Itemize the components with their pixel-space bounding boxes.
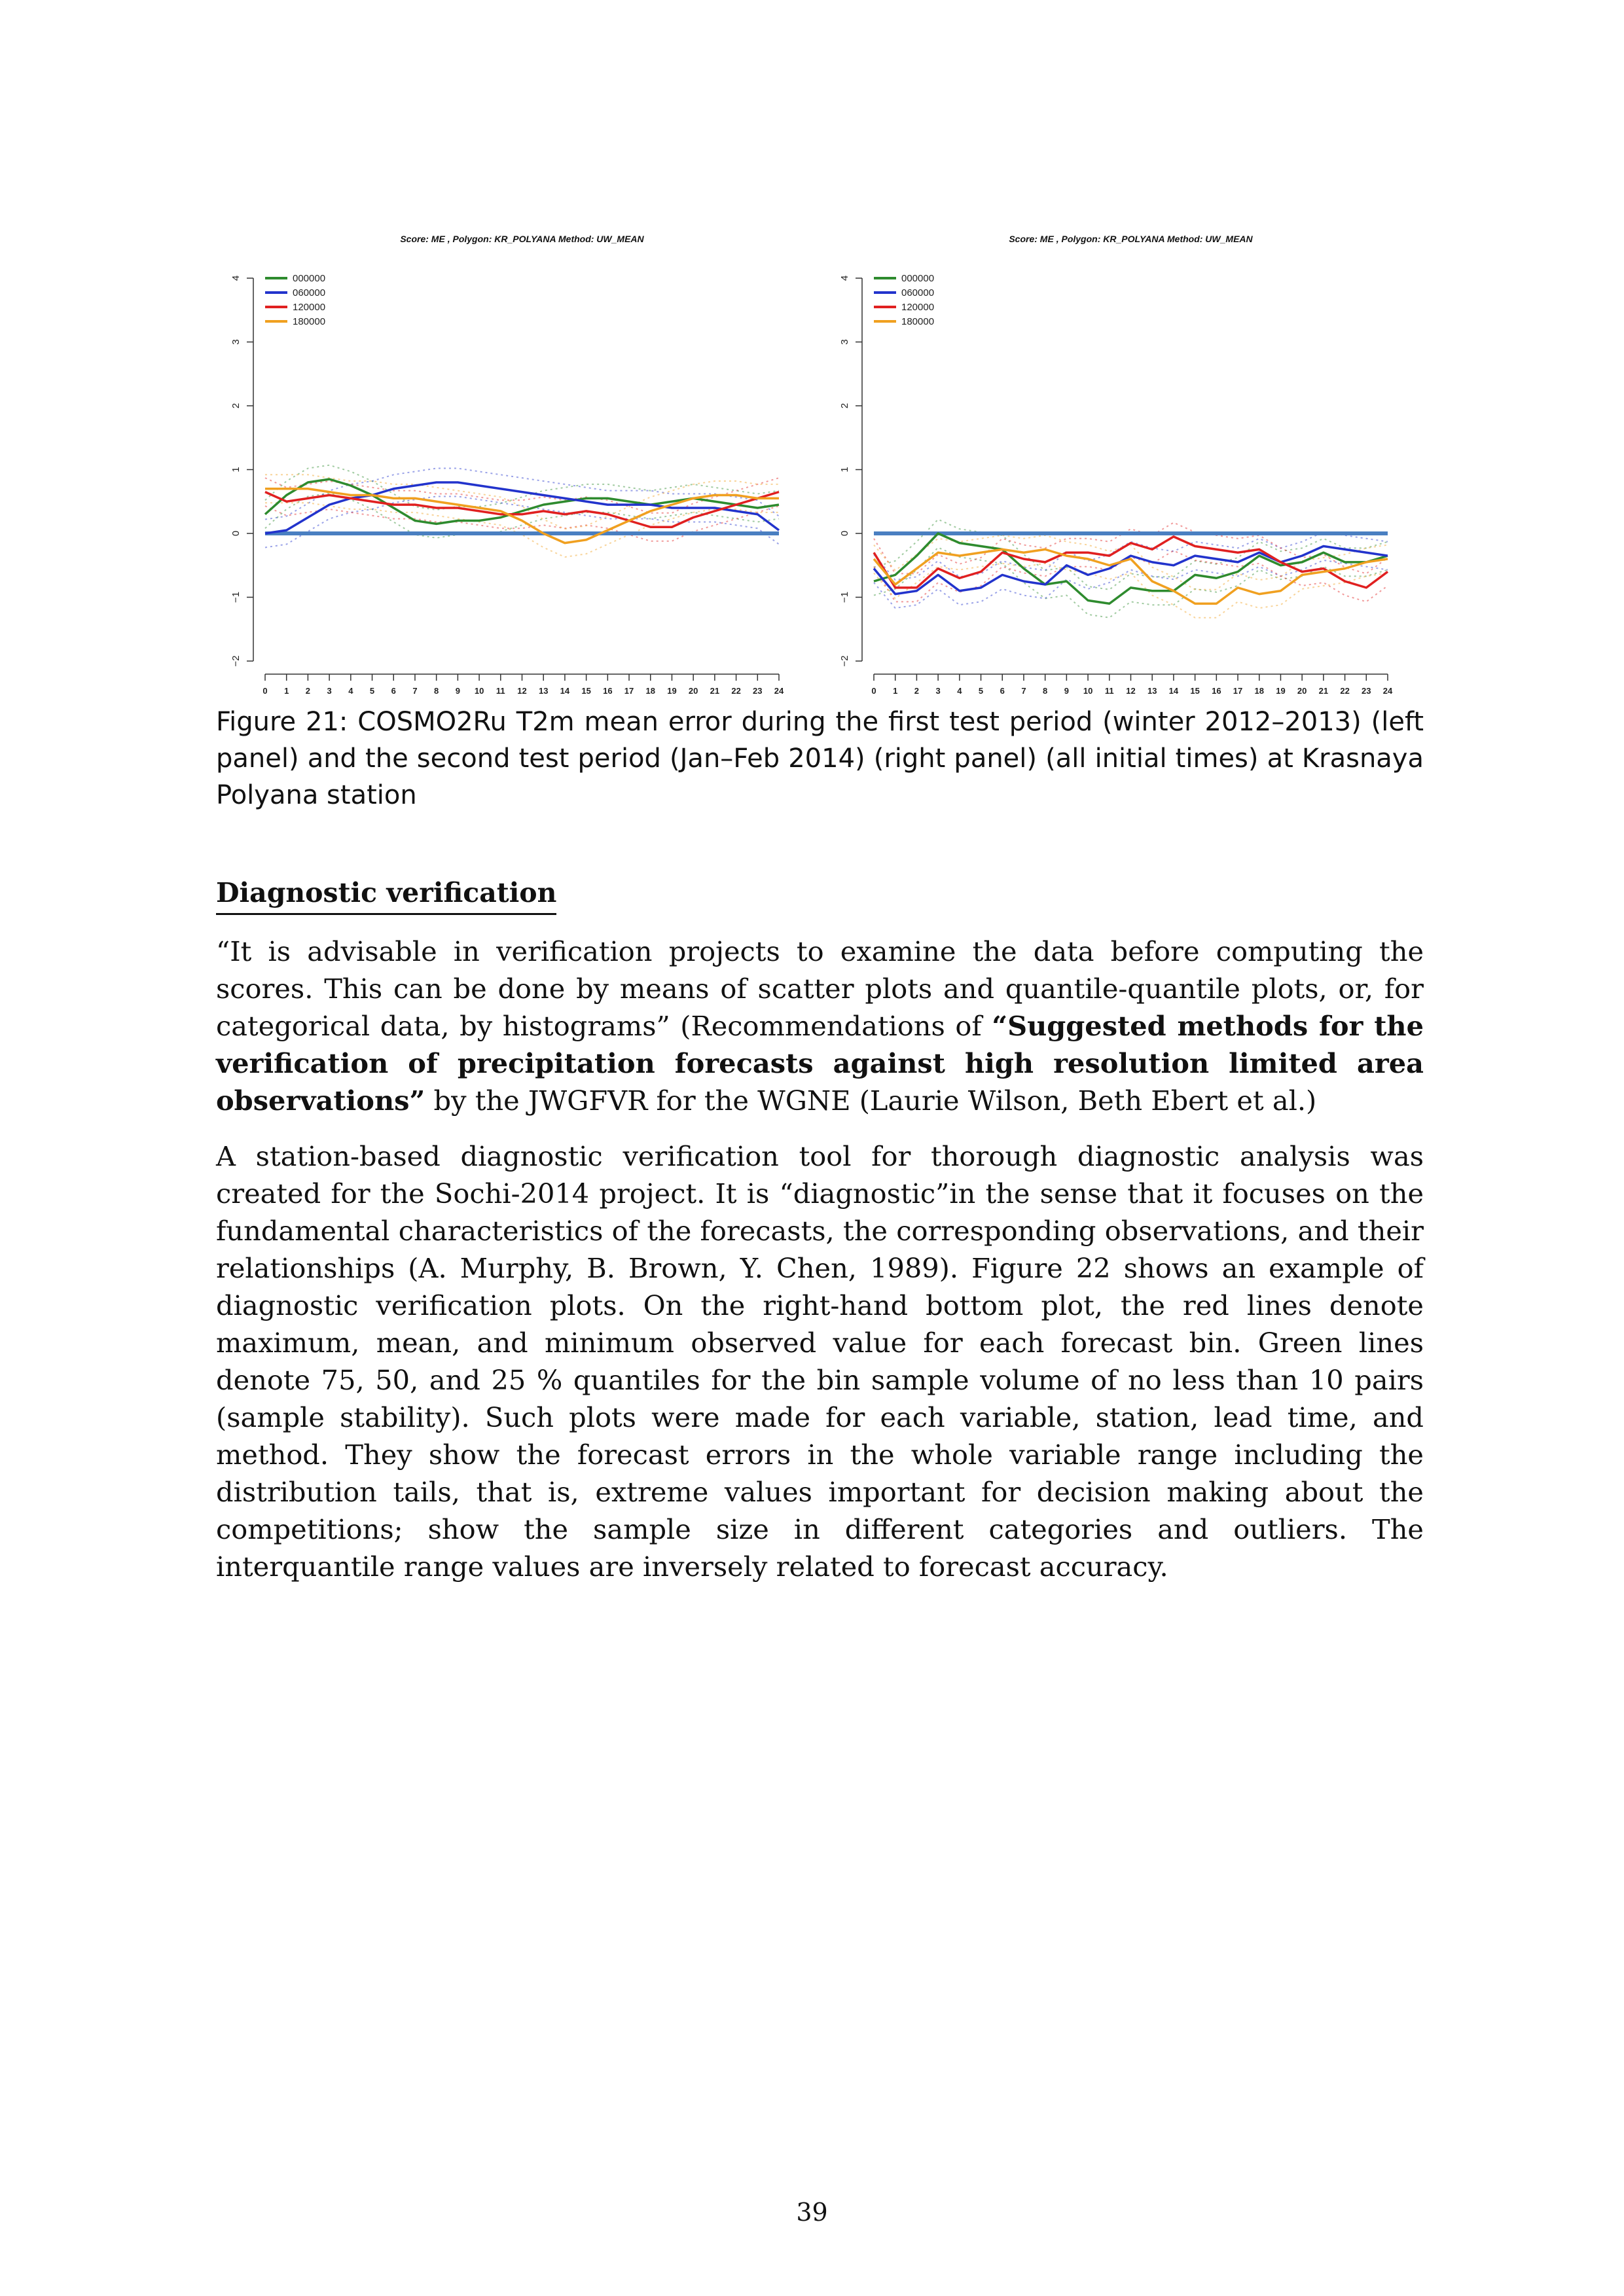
- right-chart-x-tick-label: 5: [978, 686, 984, 696]
- left-chart-x-tick-label: 14: [560, 686, 570, 696]
- paragraph-1-bold-title: “Suggested methods for the verification of precipitation forecasts against high resolution limited area observations”: [216, 1010, 1424, 1117]
- right-chart-x-tick-label: 1: [893, 686, 898, 696]
- left-chart-x-tick-label: 0: [262, 686, 268, 696]
- chart-left-svg: [206, 216, 808, 700]
- right-chart-y-tick-label: −2: [839, 655, 850, 667]
- right-chart-x-tick-label: 2: [914, 686, 920, 696]
- left-chart-x-tick-label: 9: [455, 686, 460, 696]
- left-chart-x-tick-label: 2: [305, 686, 311, 696]
- left-chart-x-tick-label: 19: [667, 686, 677, 696]
- right-chart-y-tick-label: 4: [839, 275, 850, 281]
- right-chart-x-tick-label: 13: [1147, 686, 1157, 696]
- body-text: [216, 933, 1424, 1604]
- right-chart-x-tick-label: 12: [1126, 686, 1136, 696]
- left-chart-y-tick-label: 3: [230, 339, 242, 345]
- paragraph-2: A station-based diagnostic verification tool for thorough diagnostic analysis was created for the Sochi-2014 project. It is “diagnostic”in the sense that it focuses on the fundamental characteristics of the forecasts, the corresponding observations, and their relationships (A. Murphy, B. Brown, Y. Chen, 1989). Figure 22 shows an example of diagnostic verification plots. On the right-hand bottom plot, the red lines denote maximum, mean, and minimum observed value for each forecast bin. Green lines denote 75, 50, and 25 % quantiles for the bin sample volume of no less than 10 pairs (sample stability). Such plots were made for each variable, station, lead time, and method. They show the forecast errors in the whole variable range including the distribution tails, that is, extreme values important for decision making about the competitions; show the sample size in different categories and outliers. The interquantile range values are inversely related to forecast accuracy.: [216, 1140, 1424, 1583]
- right-chart-x-tick-label: 17: [1233, 686, 1243, 696]
- chart-right-panel: [815, 216, 1417, 700]
- left-chart-x-tick-label: 3: [327, 686, 332, 696]
- left-chart-y-tick-label: 0: [230, 530, 242, 537]
- right-chart-x-tick-label: 22: [1340, 686, 1350, 696]
- right-chart-x-tick-label: 4: [957, 686, 962, 696]
- left-chart-x-tick-label: 20: [688, 686, 698, 696]
- right-chart-y-tick-label: 0: [839, 530, 850, 537]
- left-chart-x-tick-label: 18: [645, 686, 655, 696]
- left-chart-x-tick-label: 24: [774, 686, 784, 696]
- left-chart-legend-label: 180000: [293, 316, 326, 327]
- left-chart-x-tick-label: 13: [538, 686, 549, 696]
- section-heading: Diagnostic verification: [216, 874, 556, 915]
- right-chart-x-tick-label: 18: [1254, 686, 1264, 696]
- right-chart-y-tick-label: 2: [839, 403, 850, 409]
- right-chart-x-tick-label: 19: [1276, 686, 1286, 696]
- right-chart-x-tick-label: 8: [1043, 686, 1048, 696]
- right-chart-x-tick-label: 6: [1000, 686, 1005, 696]
- left-chart-x-tick-label: 8: [434, 686, 439, 696]
- left-chart-title: Score: ME , Polygon: KR_POLYANA Method: UW_MEAN: [400, 234, 644, 244]
- left-chart-x-tick-label: 1: [284, 686, 289, 696]
- right-chart-title: Score: ME , Polygon: KR_POLYANA Method: UW_MEAN: [1009, 234, 1253, 244]
- right-chart-legend-label: 060000: [901, 287, 935, 298]
- left-chart-x-tick-label: 17: [624, 686, 634, 696]
- right-chart-x-tick-label: 23: [1362, 686, 1371, 696]
- right-chart-legend-label: 180000: [901, 316, 935, 327]
- page-number: 39: [796, 2198, 828, 2227]
- left-chart-x-tick-label: 7: [412, 686, 418, 696]
- right-chart-x-tick-label: 24: [1382, 686, 1393, 696]
- right-chart-x-tick-label: 21: [1318, 686, 1329, 696]
- left-chart-legend-label: 120000: [293, 302, 326, 313]
- right-chart-x-tick-label: 0: [871, 686, 876, 696]
- left-chart-x-tick-label: 21: [710, 686, 720, 696]
- chart-right-svg: [815, 216, 1417, 700]
- figure-caption: Figure 21: COSMO2Ru T2m mean error during the first test period (winter 2012–2013) (left panel) and the second test period (Jan–Feb 2014) (right panel) (all initial times) at Krasnaya Polyana station: [216, 707, 1424, 810]
- left-chart-legend-label: 060000: [293, 287, 326, 298]
- right-chart-x-tick-label: 14: [1168, 686, 1179, 696]
- left-chart-x-tick-label: 4: [348, 686, 353, 696]
- right-chart-x-tick-label: 3: [935, 686, 941, 696]
- right-chart-y-tick-label: −1: [839, 591, 850, 603]
- right-chart-legend-label: 120000: [901, 302, 935, 313]
- left-chart-y-tick-label: −2: [230, 655, 242, 667]
- left-chart-x-tick-label: 23: [753, 686, 763, 696]
- left-chart-legend-label: 000000: [293, 273, 326, 284]
- right-chart-x-tick-label: 11: [1104, 686, 1114, 696]
- right-chart-x-tick-label: 20: [1297, 686, 1307, 696]
- right-chart-x-tick-label: 15: [1190, 686, 1200, 696]
- right-chart-x-tick-label: 9: [1064, 686, 1069, 696]
- left-chart-x-tick-label: 6: [391, 686, 396, 696]
- right-chart-y-tick-label: 3: [839, 339, 850, 345]
- left-chart-x-tick-label: 22: [731, 686, 741, 696]
- right-chart-x-tick-label: 10: [1083, 686, 1093, 696]
- left-chart-y-tick-label: 1: [230, 467, 242, 473]
- chart-left-panel: [206, 216, 808, 700]
- left-chart-x-tick-label: 11: [496, 686, 505, 696]
- right-chart-y-tick-label: 1: [839, 467, 850, 473]
- paragraph-1-text-a: “It is advisable in verification projects to examine the data before computing the scores. This can be done by means of scatter plots and quantile-quantile plots, or, for categorical data, by histograms” (Recommendations of: [216, 935, 1424, 1042]
- left-chart-y-tick-label: 2: [230, 403, 242, 409]
- left-chart-x-tick-label: 15: [581, 686, 591, 696]
- left-chart-y-tick-label: −1: [230, 591, 242, 603]
- left-chart-x-tick-label: 5: [369, 686, 375, 696]
- left-chart-x-tick-label: 16: [603, 686, 613, 696]
- left-chart-y-tick-label: 4: [230, 275, 242, 281]
- paragraph-1-text-b: by the JWGFVR for the WGNE (Laurie Wilson, Beth Ebert et al.): [425, 1085, 1317, 1117]
- right-chart-x-tick-label: 16: [1212, 686, 1221, 696]
- paragraph-1: [216, 933, 1424, 1119]
- right-chart-legend-label: 000000: [901, 273, 935, 284]
- left-chart-x-tick-label: 12: [517, 686, 527, 696]
- left-chart-x-tick-label: 10: [474, 686, 484, 696]
- right-chart-x-tick-label: 7: [1021, 686, 1026, 696]
